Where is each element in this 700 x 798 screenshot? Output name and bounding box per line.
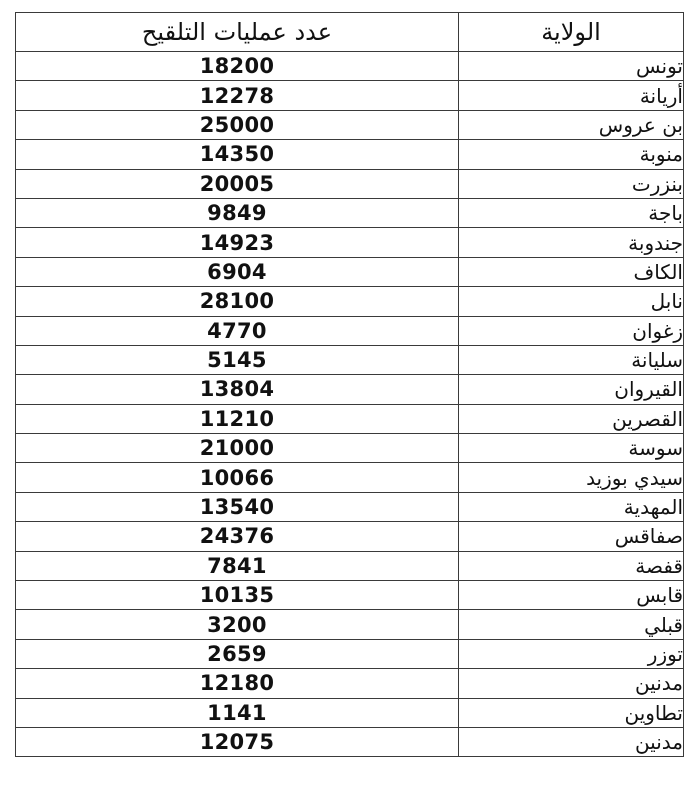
vaccination-count-cell: 25000: [16, 110, 459, 139]
vaccination-count-cell: 5145: [16, 345, 459, 374]
governorate-cell: مدنين: [459, 669, 684, 698]
governorate-cell: سوسة: [459, 434, 684, 463]
vaccination-count-cell: 9849: [16, 198, 459, 227]
governorate-cell: نابل: [459, 287, 684, 316]
governorate-cell: بنزرت: [459, 169, 684, 198]
table-row: [16, 228, 684, 257]
vaccination-count-cell: 20005: [16, 169, 459, 198]
vaccination-count-cell: 12075: [16, 727, 459, 756]
table-row: [16, 581, 684, 610]
governorate-cell: القصرين: [459, 404, 684, 433]
governorate-cell: زغوان: [459, 316, 684, 345]
header-governorate: الولاية: [459, 13, 684, 52]
vaccination-count-cell: 10066: [16, 463, 459, 492]
table-row: [16, 140, 684, 169]
table-row: [16, 52, 684, 81]
governorate-cell: صفاقس: [459, 522, 684, 551]
governorate-cell: الكاف: [459, 257, 684, 286]
table-row: [16, 551, 684, 580]
governorate-cell: المهدية: [459, 492, 684, 521]
table-row: [16, 434, 684, 463]
table-row: [16, 463, 684, 492]
table-row: [16, 287, 684, 316]
governorate-cell: تطاوين: [459, 698, 684, 727]
governorate-cell: قابس: [459, 581, 684, 610]
vaccination-count-cell: 21000: [16, 434, 459, 463]
governorate-cell: قبلي: [459, 610, 684, 639]
vaccination-count-cell: 11210: [16, 404, 459, 433]
vaccination-count-cell: 2659: [16, 639, 459, 668]
vaccination-count-cell: 14923: [16, 228, 459, 257]
governorate-cell: القيروان: [459, 375, 684, 404]
governorate-cell: بن عروس: [459, 110, 684, 139]
table-row: [16, 110, 684, 139]
table-row: [16, 81, 684, 110]
header-vaccination-count: عدد عمليات التلقيح: [16, 13, 459, 52]
table-row: [16, 639, 684, 668]
governorate-cell: باجة: [459, 198, 684, 227]
governorate-cell: قفصة: [459, 551, 684, 580]
vaccination-count-cell: 4770: [16, 316, 459, 345]
vaccination-count-cell: 12278: [16, 81, 459, 110]
governorate-cell: جندوبة: [459, 228, 684, 257]
table-row: [16, 404, 684, 433]
table-row: [16, 316, 684, 345]
table-row: [16, 492, 684, 521]
vaccination-count-cell: 12180: [16, 669, 459, 698]
vaccination-count-cell: 6904: [16, 257, 459, 286]
table-row: [16, 375, 684, 404]
table-row: [16, 669, 684, 698]
governorate-cell: توزر: [459, 639, 684, 668]
table-row: [16, 727, 684, 756]
governorate-cell: سيدي بوزيد: [459, 463, 684, 492]
table-row: [16, 698, 684, 727]
table-row: [16, 345, 684, 374]
vaccination-count-cell: 13804: [16, 375, 459, 404]
vaccination-count-cell: 13540: [16, 492, 459, 521]
vaccination-count-cell: 1141: [16, 698, 459, 727]
vaccination-count-cell: 14350: [16, 140, 459, 169]
vaccination-count-cell: 24376: [16, 522, 459, 551]
vaccination-count-cell: 28100: [16, 287, 459, 316]
table-body: [16, 52, 684, 757]
table-row: [16, 169, 684, 198]
vaccination-count-cell: 10135: [16, 581, 459, 610]
table-row: [16, 257, 684, 286]
table-row: [16, 198, 684, 227]
table-header-row: [16, 13, 684, 52]
vaccination-count-cell: 18200: [16, 52, 459, 81]
governorate-cell: منوبة: [459, 140, 684, 169]
governorate-cell: مدنين: [459, 727, 684, 756]
vaccination-table: [15, 12, 684, 757]
governorate-cell: تونس: [459, 52, 684, 81]
table-row: [16, 610, 684, 639]
vaccination-count-cell: 7841: [16, 551, 459, 580]
governorate-cell: أريانة: [459, 81, 684, 110]
vaccination-count-cell: 3200: [16, 610, 459, 639]
governorate-cell: سليانة: [459, 345, 684, 374]
table-row: [16, 522, 684, 551]
